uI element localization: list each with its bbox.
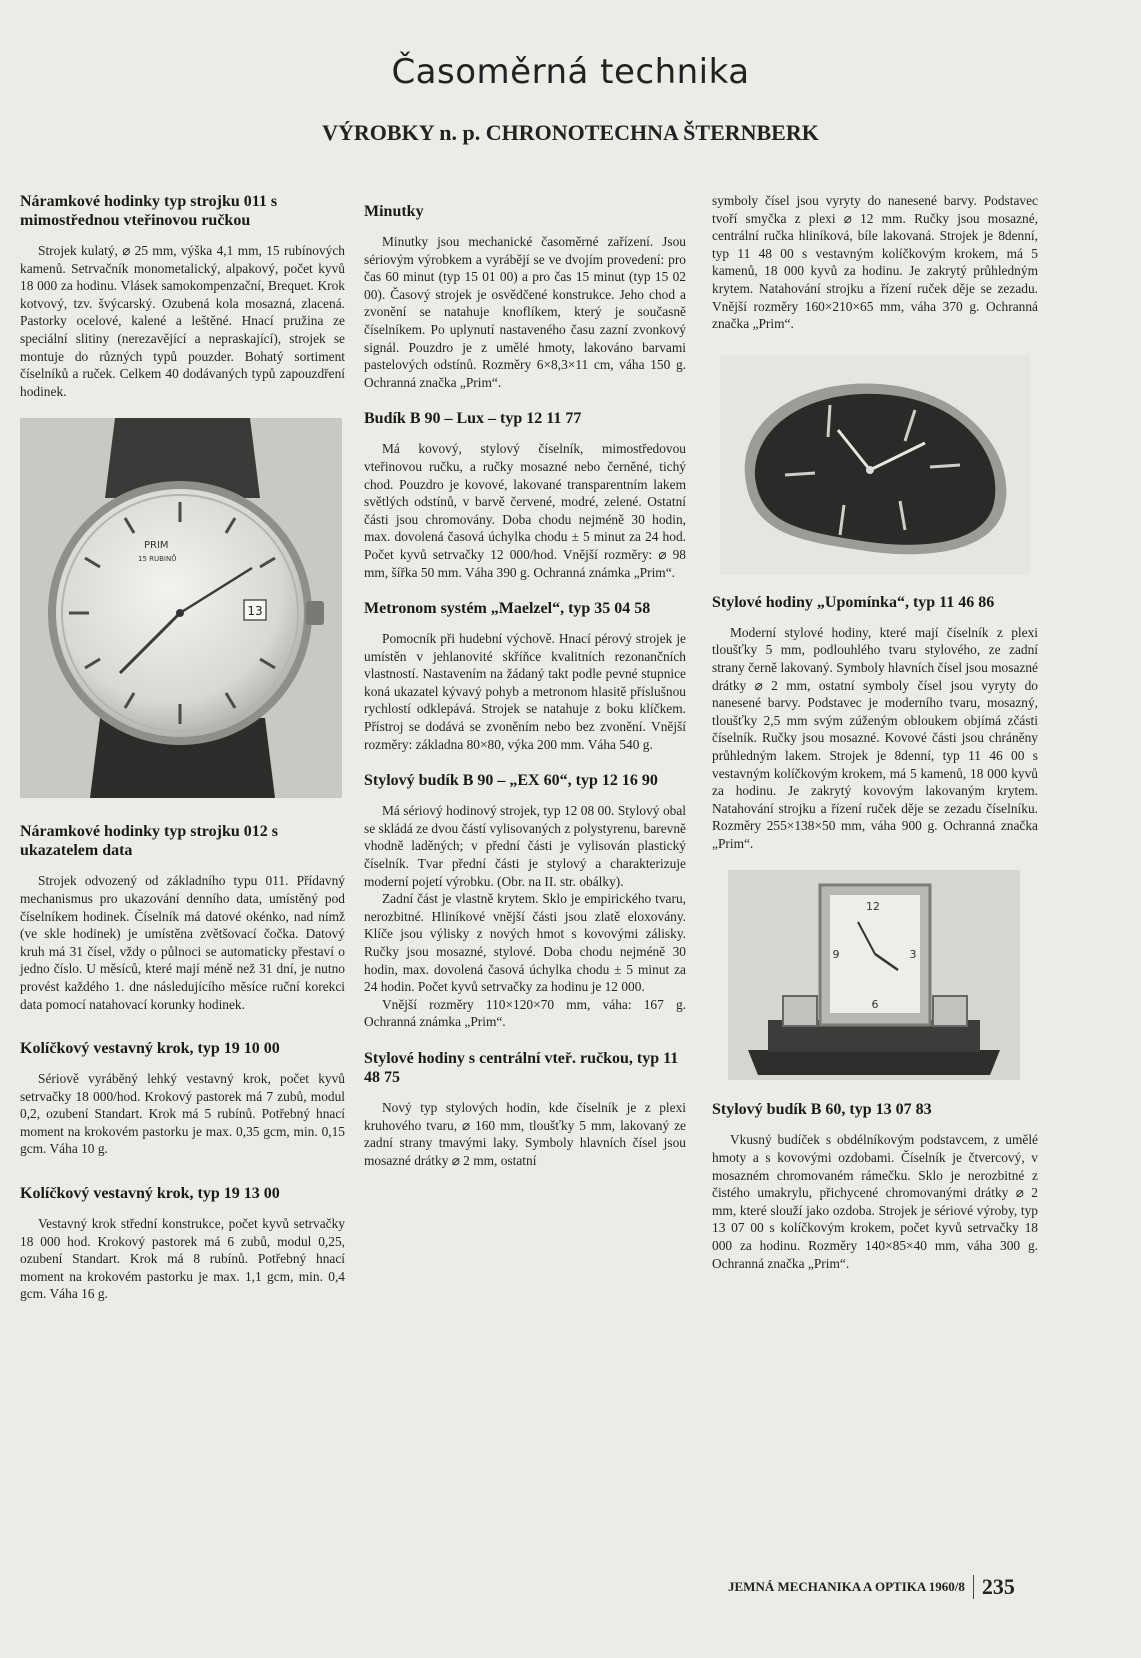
section-escapement-191300 <box>20 1184 345 1303</box>
section-heading: Minutky <box>364 203 424 220</box>
svg-text:12: 12 <box>866 900 880 914</box>
section-heading: Stylový budík B 90 – „EX 60“, typ 12 16 90 <box>364 772 658 790</box>
section-upominka <box>712 593 1038 853</box>
section-text: Sériově vyráběný lehký vestavný krok, počet kyvů setrvačky 18 000/hod. Krokový pastorek má 7 zubů, modul 0,2, ozubení Standart. Krok má 5 rubínů. Potřebný hnací moment na krokovém pastorku je max. 0,35 gcm, min. 0,15 gcm. Váha 10 g. <box>20 1071 345 1157</box>
page-footer <box>728 1574 1048 1600</box>
svg-text:6: 6 <box>871 998 879 1012</box>
budik-b60-photo <box>728 870 1020 1080</box>
column-right <box>712 192 1038 1290</box>
section-heading: Stylové hodiny s centrální vteř. ručkou, typ 11 48 75 <box>364 1049 679 1086</box>
section-text: Moderní stylové hodiny, které mají číselník z plexi tloušťky 5 mm, podlouhlého tvaru stylového, ze zadní strany černě lakovaný. Symboly hlavních čísel jsou mosazné drátky ⌀ 2 mm, ostatní symboly čísel jsou vyryty do nanesené barvy. Podstavec je moderního tvaru, mosazný, tloušťky 2,5 mm svým zúženým obloukem objímá zčásti číselník. Ručky jsou mosazné. Kovové části jsou chráněny průhledným lakem. Strojek je 8denní, typ 11 46 00 s vestavným kolíčkovým krokem, má 5 kamenů, 18 000 kyvů za hodinu. Je zakrytý kovovým lakovaným krytem. Natahování strojku a řízení ruček děje se zezadu číselníku. Rozměry 255×138×50 mm, váha 900 g. Ochranná značka „Prim“. <box>712 624 1038 851</box>
section-watch-011 <box>20 192 345 400</box>
section-text: Nový typ stylových hodin, kde číselník je z plexi kruhového tvaru, ⌀ 160 mm, tloušťky 5 mm, lakovaný ze zadní strany tmavými laky. Symboly hlavních čísel jsou mosazné drátky ⌀ 2 mm, ostatní <box>364 1099 686 1168</box>
page-title: Časoměrná technika <box>391 52 750 92</box>
section-text: Strojek odvozený od základního typu 011. Přídavný mechanismus pro ukazování denního data, umístěný pod číselníkem hodinek. Číselník má datové okénko, nad nímž (ve skle hodinek) je umístěna zvětšovací čočka. Datový kruh má 31 čísel, vždy o půlnoci se automaticky přestaví o jedno číslo. U měsíců, které mají méně než 31 dní, je nutno provést každého 1. dne následujícího měsíce ruční korekci data pomocí natahovací korunky hodinek. <box>20 873 345 1012</box>
section-text: Vkusný budíček s obdélníkovým podstavcem, z umělé hmoty a s kovovými ozdobami. Číselník je čtvercový, v mosazném chromovaném rámečku. Sklo je nerozbitné z čistého umakrylu, přichycené chromovanými drátky ⌀ 2 mm, které slouží jako ozdoba. Strojek je sériové výroby, typ 13 07 00 s kolíčkovým krokem, počet kyvů setrvačky 18 000 za hodinu. Rozměry 140×85×40 mm, váha 300 g. Ochranná značka „Prim“. <box>712 1132 1038 1271</box>
page-number: 235 <box>981 1574 1015 1599</box>
section-budik-b60 <box>712 1100 1038 1272</box>
journal-name: JEMNÁ MECHANIKA A OPTIKA 1960/8 <box>728 1579 965 1594</box>
section-text: Strojek kulatý, ⌀ 25 mm, výška 4,1 mm, 15 rubínových kamenů. Setrvačník monometalický, alpakový, počet kyvů 18 000 za hodinu. Vlásek samokompenzační, Brequet. Krok kotvový, tzv. švýcarský. Ozubená kola mosazná, zlacená. Pastorky ocelové, kalené a leštěné. Hnací pružina ze speciální slitiny (nerezavějící a nepraskající), strojek se montuje do různých typů pouzder. Bohatý sortiment číselníků a ruček. Celkem 40 dodávaných typů zapouzdření hodinek. <box>20 243 345 399</box>
section-text: Pomocník při hudební výchově. Hnací pérový strojek je umístěn v jehlanovité skříňce kvalitních rezonančních vlastností. Nastavením na žádaný takt podle pevné stupnice koná ukazatel kývavý pohyb a metronom hlasitě příslušnou rychlostí odklepává. Strojek se natahuje z boku klíčkem. Přístroj se dodává se zvoněním nebo bez zvonění. Vnější rozměry: základna 80×80, výka 200 mm. Váha 540 g. <box>364 631 686 752</box>
section-heading: Náramkové hodinky typ strojku 011 s mimostřednou vteřinovou ručkou <box>20 193 278 229</box>
section-text: Má kovový, stylový číselník, mimostředovou vteřinovou ručku, a ručky mosazné nebo černěné, tichý chod. Pouzdro je kovové, lakované transparentním lakem světlých odstínů, v barvě červené, modré, zelené. Ostatní části jsou chromovány. Doba chodu nejméně 30 hodin, max. dovolená časová úchylka chodu ± 5 minut za 24 hod. Počet kyvů setrvačky 12 000/hod. Vnější rozměry: ⌀ 98 mm, šířka 50 mm. Váha 390 g. Ochranná známka „Prim“. <box>364 441 686 580</box>
section-budik-b90-lux <box>364 409 686 581</box>
wristwatch-illustration <box>20 418 342 798</box>
section-heading: Stylový budík B 60, typ 13 07 83 <box>712 1101 932 1119</box>
section-text: Vnější rozměry 110×120×70 mm, váha: 167 g. Ochranná známka „Prim“. <box>364 996 686 1030</box>
section-heading: Budík B 90 – Lux – typ 12 11 77 <box>364 410 582 428</box>
upominka-clock-illustration <box>720 355 1030 575</box>
section-hodiny-114875 <box>364 1049 686 1169</box>
column-middle <box>364 202 686 1187</box>
section-heading: Metronom systém „Maelzel“, typ 35 04 58 <box>364 600 651 618</box>
section-text: Má sériový hodinový strojek, typ 12 08 00. Stylový obal se skládá ze dvou částí vylisovaných z polystyrenu, barevně vhodně laděných; v přední části je vylisován plastický číselník. Tvar přední části je stylový a charakterizuje moderní pojetí výrobku. (Obr. na II. str. obálky). <box>364 803 686 889</box>
footer-divider <box>973 1575 974 1599</box>
wristwatch-photo <box>20 418 342 798</box>
page-subtitle: VÝROBKY n. p. CHRONOTECHNA ŠTERNBERK <box>322 120 819 145</box>
section-heading: Kolíčkový vestavný krok, typ 19 10 00 <box>20 1040 280 1058</box>
section-escapement-191000 <box>20 1039 345 1158</box>
section-metronom <box>364 599 686 753</box>
section-text: Zadní část je vlastně krytem. Sklo je empirického tvaru, nerozbitné. Hliníkové vnější části jsou zlatě eloxovány. Klíče jsou výlisky z nových hmot s kovovými zálisky. Ručky jsou mosazné, stylové. Doba chodu nejméně 30 hodin, max. dovolená časová úchylka chodu ± 5 minut za 24 hodin. Počet kyvů setrvačky za hodinu je 12 000. <box>364 891 686 995</box>
section-text: Minutky jsou mechanické časoměrné zařízení. Jsou sériovým výrobkem a vyrábějí se ve dvojím provedení: pro čas 60 minut (typ 15 01 00) a pro čas 15 minut (typ 15 02 00). Časový strojek je osvědčené konstrukce. Jeho chod a zvonění se natahuje knoflíkem, který je současně číselníkem. Po uplynutí nastaveného času zazní zvonkový signál. Pouzdro je z umělé hmoty, lakováno barvami pastelových odstínů. Rozměry 6×8,3×11 cm, váha 150 g. Ochranná značka „Prim“. <box>364 234 686 390</box>
budik-b60-illustration <box>728 870 1020 1080</box>
section-text: Vestavný krok střední konstrukce, počet kyvů setrvačky 18 000 hod. Krokový pastorek má 6 zubů, modul 0,25, ozubení Standart. Krok má 8 rubínů. Potřebný hnací moment na krokovém pastorku je max. 1,1 gcm, min. 0,4 gcm. Váha 16 g. <box>20 1216 345 1302</box>
column-left <box>20 192 345 1321</box>
section-text-continued: symboly čísel jsou vyryty do nanesené barvy. Podstavec tvoří smyčka z plexi ⌀ 12 mm. Ručky jsou mosazné, centrální ručka hliníková, bíle lakovaná. Strojek je 8denní, typ 11 48 00 s vestavným kolíčkovým krokem, má 5 kamenů, 18 000 kyvů za hodinu. Je zakrytý průhledným krytem. Natahování strojku a řízení ruček děje se zezadu. Vnější rozměry 160×210×65 mm, váha 370 g. Ochranná značka „Prim“. <box>712 193 1038 332</box>
date-window-number: 13 <box>247 604 263 619</box>
dial-brand: PRIM <box>144 540 169 552</box>
section-minutky <box>364 202 686 391</box>
svg-text:9: 9 <box>832 948 840 962</box>
svg-text:3: 3 <box>909 948 917 962</box>
upominka-clock-photo <box>720 355 1030 575</box>
section-heading: Stylové hodiny „Upomínka“, typ 11 46 86 <box>712 593 995 611</box>
section-budik-b90-ex60 <box>364 771 686 1031</box>
dial-sub: 15 RUBINŮ <box>138 555 177 564</box>
section-heading: Náramkové hodinky typ strojku 012 s ukazatelem data <box>20 823 278 860</box>
section-watch-012 <box>20 822 345 1013</box>
section-heading: Kolíčkový vestavný krok, typ 19 13 00 <box>20 1185 280 1203</box>
